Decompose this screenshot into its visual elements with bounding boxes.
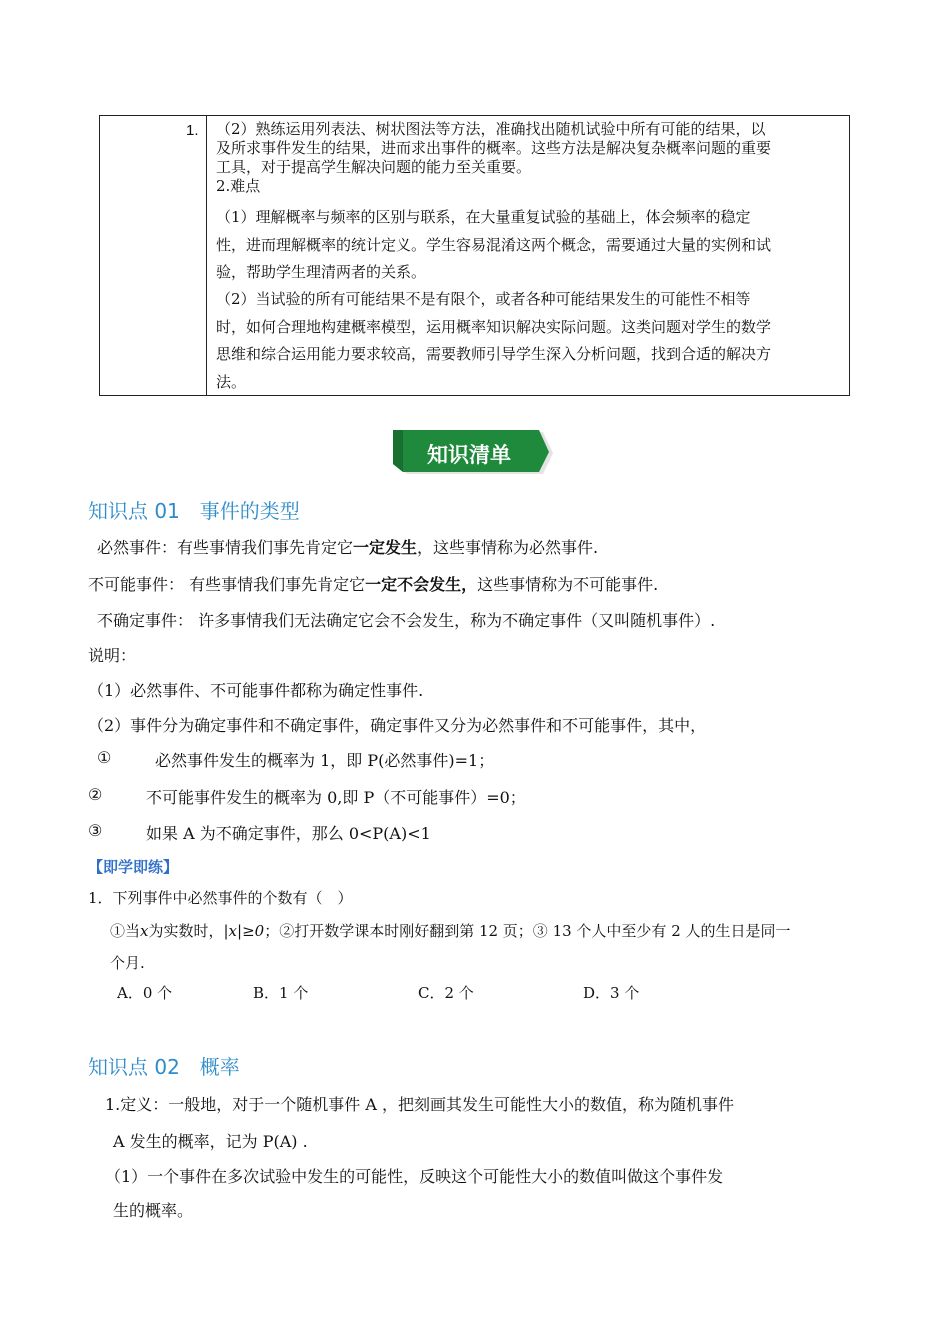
item-mark-1: ① <box>97 748 112 767</box>
uncertain-event-line: 不确定事件： 许多事情我们无法确定它会不会发生，称为不确定事件（又叫随机事件）. <box>97 611 716 630</box>
text: ；②打开数学课本时刚好翻到第 12 页；③ 13 个人中至少有 2 人的生日是同一 <box>264 922 791 940</box>
sub1-line-2: 生的概率。 <box>113 1201 194 1220</box>
sub1-line-1: （1）一个事件在多次试验中发生的可能性，反映这个可能性大小的数值叫做这个事件发 <box>105 1167 724 1186</box>
para-line: 工具，对于提高学生解决问题的能力至关重要。 <box>216 158 532 176</box>
table-divider <box>206 116 207 395</box>
para-line: 思维和综合运用能力要求较高，需要教师引导学生深入分析问题，找到合适的解决方 <box>216 345 772 363</box>
banner-label: 知识清单 <box>427 443 511 467</box>
practice-question: 1．下列事件中必然事件的个数有（ ） <box>88 889 353 907</box>
certain-event-line <box>97 535 598 558</box>
item-mark-3: ③ <box>88 821 103 840</box>
option-d: D．3 个 <box>583 984 640 1002</box>
bold-text: 一定不会发生， <box>365 575 478 594</box>
bold-text: 一定发生 <box>353 538 418 557</box>
table-row-number: 1. <box>186 122 199 139</box>
option-c: C．2 个 <box>418 984 474 1002</box>
difficulty-table <box>99 115 850 396</box>
note-1: （1）必然事件、不可能事件都称为确定性事件. <box>88 681 424 700</box>
definition-line-2: A 发生的概率，记为 P(A) . <box>113 1132 308 1151</box>
math-expression: |x|≥0 <box>223 922 265 940</box>
text: 必然事件：有些事情我们事先肯定它 <box>97 538 354 557</box>
definition-line-1: 1.定义：一般地，对于一个随机事件 A ，把刻画其发生可能性大小的数值，称为随机事件 <box>105 1095 734 1114</box>
text: 这些事情称为不可能事件. <box>477 575 659 594</box>
option-b: B．1 个 <box>253 984 309 1002</box>
para-line: 时，如何合理地构建概率模型，运用概率知识解决实际问题。这类问题对学生的数学 <box>216 317 772 336</box>
option-a: A．0 个 <box>117 984 173 1002</box>
practice-stem-line1 <box>110 920 791 941</box>
para-line: 性，进而理解概率的统计定义。学生容易混淆这两个概念，需要通过大量的实例和试 <box>216 235 772 254</box>
knowledge-list-banner <box>393 430 555 476</box>
note-2: （2）事件分为确定事件和不确定事件，确定事件又分为必然事件和不可能事件，其中， <box>88 716 707 735</box>
practice-stem-line2: 个月. <box>110 954 145 972</box>
table-heading-difficulty: 2.难点 <box>216 177 261 195</box>
para-line: （2）当试验的所有可能结果不是有限个，或者各种可能结果发生的可能性不相等 <box>216 290 751 308</box>
section-title-02: 知识点 02 概率 <box>88 1055 240 1079</box>
item-mark-2: ② <box>88 785 103 804</box>
table-para-2 <box>216 204 841 287</box>
para-line: （1）理解概率与频率的区别与联系，在大量重复试验的基础上，体会频率的稳定 <box>216 208 751 226</box>
item-text-3: 如果 A 为不确定事件，那么 0<P(A)<1 <box>146 824 431 843</box>
text: ，这些事情称为必然事件. <box>417 538 599 557</box>
practice-label: 【即学即练】 <box>88 858 179 876</box>
item-text-1: 必然事件发生的概率为 1，即 P(必然事件)=1； <box>155 751 495 770</box>
note-label: 说明： <box>88 646 137 665</box>
text: 不可能事件： 有些事情我们事先肯定它 <box>88 575 366 594</box>
text: 为实数时， <box>148 922 224 940</box>
para-line: 法。 <box>216 372 247 391</box>
table-para-3 <box>216 286 841 396</box>
impossible-event-line <box>88 572 658 595</box>
para-line: （2）熟练运用列表法、树状图法等方法，准确找出随机试验中所有可能的结果，以 <box>216 120 766 138</box>
item-text-2: 不可能事件发生的概率为 0,即 P（不可能事件）=0； <box>146 788 526 807</box>
section-title-01: 知识点 01 事件的类型 <box>88 499 300 523</box>
para-line: 及所求事件发生的结果，进而求出事件的概率。这些方法是解决复杂概率问题的重要 <box>216 139 772 157</box>
table-para-1 <box>216 120 841 196</box>
math-var: x <box>140 922 149 940</box>
text: ①当 <box>110 922 141 940</box>
para-line: 验，帮助学生理清两者的关系。 <box>216 263 427 281</box>
